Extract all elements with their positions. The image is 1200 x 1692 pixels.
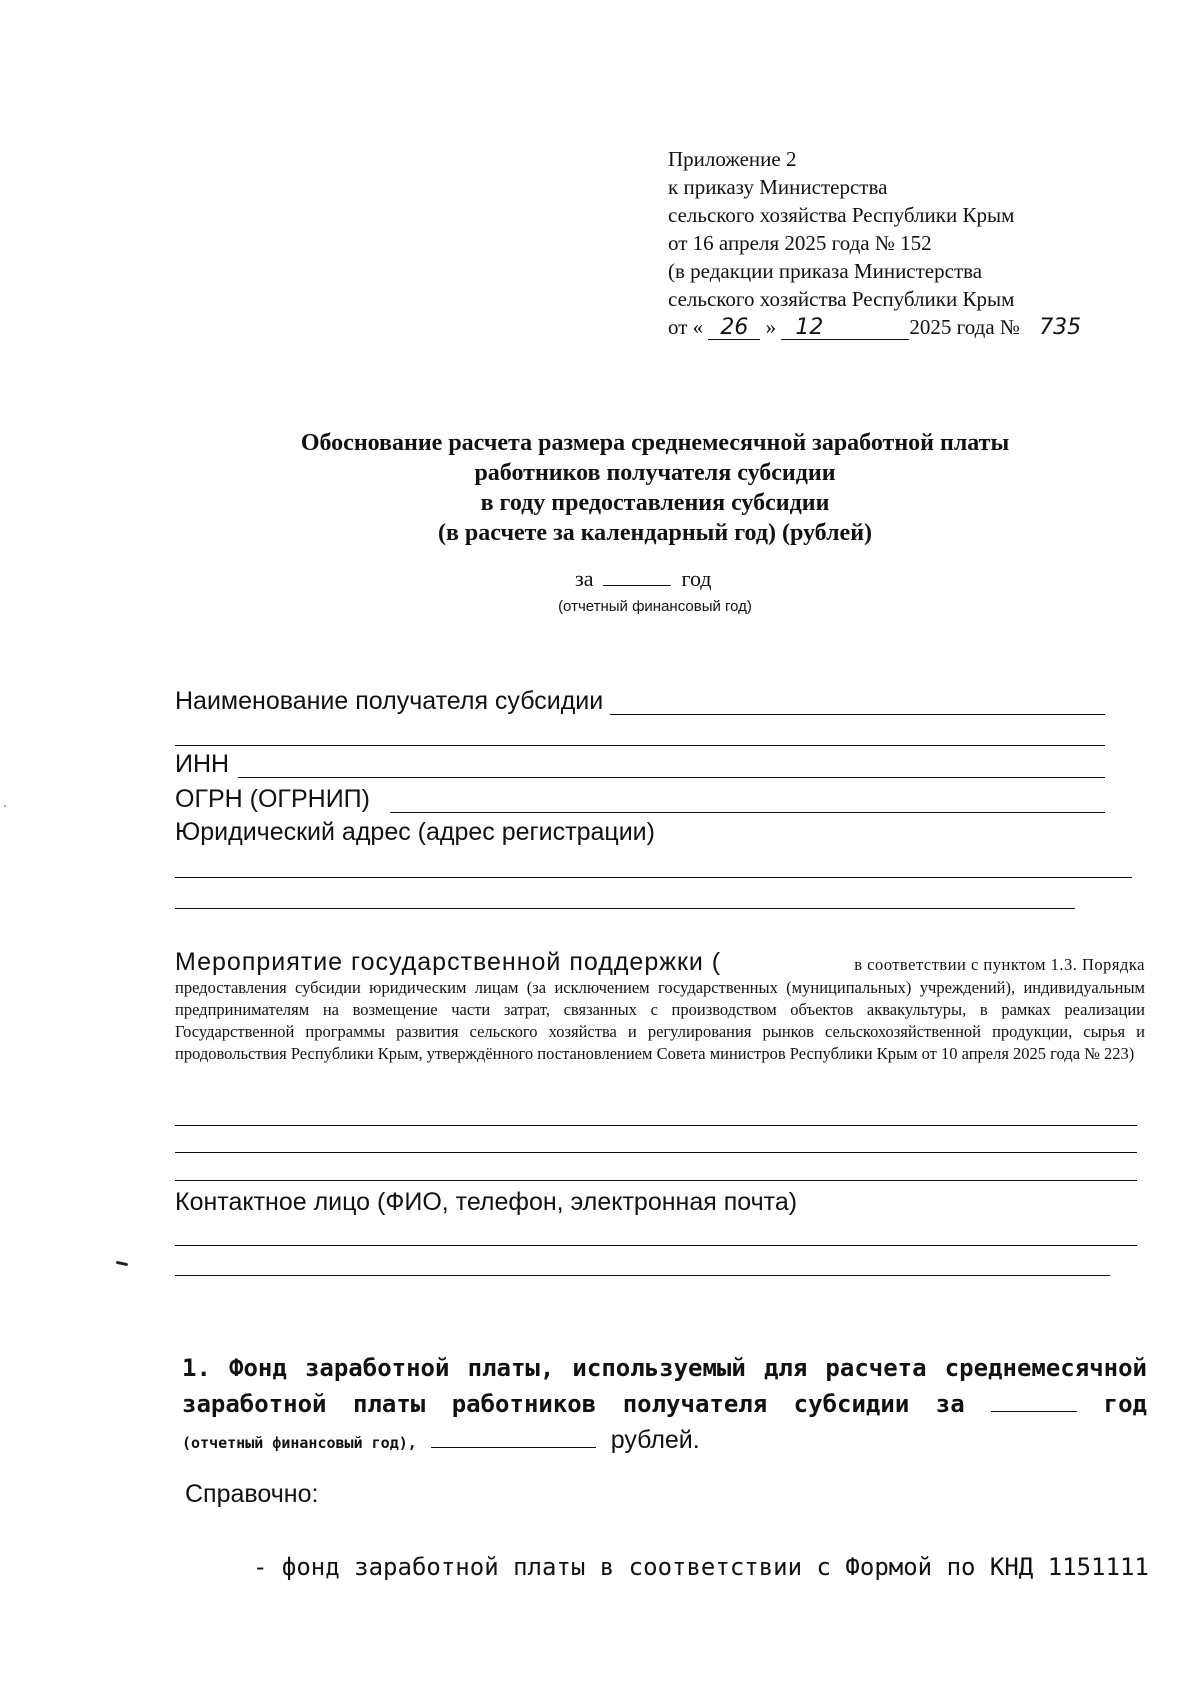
support-measure-first-line — [175, 948, 1145, 977]
title-line-4: (в расчете за календарный год) (рублей) — [437, 520, 873, 546]
support-measure-blank-3[interactable] — [175, 1180, 1137, 1181]
reporting-year-line — [575, 566, 712, 592]
scan-speck-2 — [4, 805, 6, 807]
legal-address-label: Юридический адрес (адрес регистрации) — [175, 818, 655, 846]
support-measure-text: предоставления субсидии юридическим лицам (за исключением государственных (муниципальных) учреждений), индивидуальным предпринимателям на возмещение части затрат, связанных с производством объектов аквакультуры, в рамках реализации Государственной программы развития сельского хозяйства и регулирования рынков сельскохозяйственной продукции, сырья и продовольствия Республики Крым, утверждённого постановлением Совета министров Республики Крым от 10 апреля 2025 года № 223) — [175, 978, 1145, 1063]
support-measure-blank-1[interactable] — [175, 1125, 1137, 1126]
legal-address-blank-2[interactable] — [175, 908, 1075, 909]
contact-label: Контактное лицо (ФИО, телефон, электронная почта) — [175, 1188, 798, 1216]
reference-label: Справочно: — [185, 1480, 319, 1508]
support-measure-label: Мероприятие государственной поддержки ( — [175, 948, 722, 976]
document-title — [0, 428, 1200, 548]
date-prefix: от « — [668, 315, 704, 339]
appendix-line-2: к приказу Министерства — [668, 175, 888, 199]
ogrn-label: ОГРН (ОГРНИП) — [175, 785, 370, 813]
support-measure-inline: в соответствии с пунктом 1.3. Порядка — [854, 955, 1145, 974]
inn-label: ИНН — [175, 750, 230, 778]
handwritten-day: 26 — [708, 317, 760, 340]
section-1-text-a: 1. Фонд заработной платы, используемый для расчета среднемесячной заработной платы работников получателя субсидии за — [182, 1354, 1147, 1418]
title-line-1: Обоснование расчета размера среднемесячной заработной платы — [300, 430, 1010, 456]
recipient-name-blank[interactable] — [610, 714, 1105, 715]
inn-blank[interactable] — [238, 777, 1105, 778]
recipient-name-label: Наименование получателя субсидии — [175, 687, 604, 715]
year-prefix: за — [575, 566, 594, 591]
appendix-line-5: (в редакции приказа Министерства — [668, 259, 983, 283]
section-1-text-c: рублей. — [610, 1426, 700, 1454]
section-1-payroll-fund — [182, 1350, 1147, 1461]
appendix-line-1: Приложение 2 — [668, 147, 797, 171]
appendix-header — [668, 145, 1095, 341]
handwritten-order-number: 735 — [1039, 315, 1082, 340]
support-measure-block — [175, 948, 1145, 1065]
scan-speck — [116, 1261, 128, 1266]
section-1-note: (отчетный финансовый год), — [182, 1434, 417, 1452]
reference-bullet: - фонд заработной платы в соответствии с Формой по КНД 1151111 — [253, 1553, 1149, 1581]
year-blank[interactable] — [603, 567, 671, 586]
section-1-text-b: год — [1103, 1390, 1148, 1418]
ogrn-blank[interactable] — [390, 812, 1105, 813]
appendix-line-4: от 16 апреля 2025 года № 152 — [668, 231, 932, 255]
contact-blank-2[interactable] — [175, 1275, 1110, 1276]
support-measure-blank-2[interactable] — [175, 1152, 1137, 1153]
appendix-line-6: сельского хозяйства Республики Крым — [668, 287, 1015, 311]
appendix-date-line — [668, 313, 1095, 341]
legal-address-blank-1[interactable] — [175, 877, 1132, 878]
year-suffix: год — [681, 566, 712, 591]
appendix-line-3: сельского хозяйства Республики Крым — [668, 203, 1015, 227]
date-year-text: 2025 года № — [909, 315, 1020, 339]
recipient-name-blank-2[interactable] — [175, 745, 1105, 746]
section-1-amount-blank[interactable] — [431, 1427, 596, 1448]
title-line-3: в году предоставления субсидии — [480, 490, 830, 516]
date-mid: » — [765, 315, 777, 339]
title-line-2: работников получателя субсидии — [474, 460, 836, 486]
section-1-year-blank[interactable] — [991, 1391, 1077, 1412]
contact-blank-1[interactable] — [175, 1245, 1137, 1246]
handwritten-month: 12 — [781, 317, 909, 340]
year-note: (отчетный финансовый год) — [558, 598, 752, 615]
